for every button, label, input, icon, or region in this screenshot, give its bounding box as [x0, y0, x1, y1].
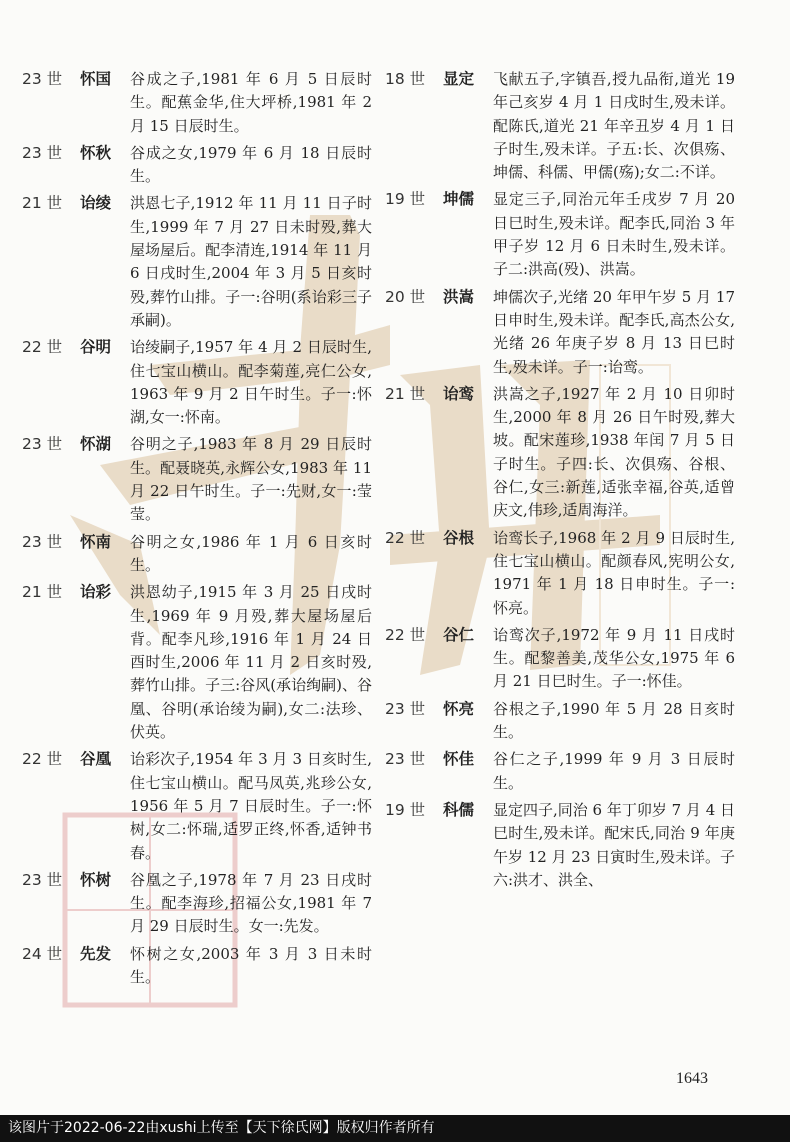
person-name: 怀秋 [80, 143, 112, 162]
person-name: 怀佳 [443, 750, 475, 769]
generation-label: 23 世 [22, 870, 63, 889]
biography-text: 诒鸾长子,1968 年 2 月 9 日辰时生,住七宝山横山。配颜春风,宪明公女,1971 年 1 月 18 日申时生。子一:怀亮。 [493, 528, 735, 617]
entry [385, 748, 735, 795]
person-name: 谷凰 [80, 750, 112, 769]
entry [22, 68, 372, 138]
person-name: 怀国 [80, 70, 112, 88]
entry [385, 698, 735, 745]
biography-text: 怀树之女,2003 年 3 月 3 日未时生。 [130, 944, 372, 986]
biography-text: 谷明之子,1983 年 8 月 29 日辰时生。配聂晓英,永辉公女,1983 年 11 月 22 日午时生。子一:先财,女一:莹莹。 [130, 435, 372, 524]
biography-text: 洪嵩之子,1927 年 2 月 10 日卯时生,2000 年 8 月 26 日午时殁,葬大坡。配宋莲珍,1938 年闰 7 月 5 日子时生。子四:长、次俱殇、谷根、谷仁,女三:新莲,适张幸福,谷英,适曾庆文,伟珍,适周海洋。 [493, 384, 735, 520]
biography-text: 坤儒次子,光绪 20 年甲午岁 5 月 17 日申时生,殁未详。配李氏,高杰公女,光绪 26 年庚子岁 8 月 13 日巳时生,殁未详。子一:诒鸾。 [493, 287, 735, 376]
generation-label: 22 世 [385, 528, 426, 547]
generation-label: 21 世 [385, 384, 426, 403]
entry [22, 336, 372, 429]
entry [22, 433, 372, 526]
entry [22, 943, 372, 990]
biography-text: 谷成之子,1981 年 6 月 5 日辰时生。配蕉金华,住大坪桥,1981 年 2 月 15 日辰时生。 [130, 70, 372, 135]
entry [22, 142, 372, 189]
entry [22, 531, 372, 578]
biography-text: 洪恩七子,1912 年 11 月 11 日子时生,1999 年 7 月 27 日未时殁,葬大屋场屋后。配李清连,1914 年 11 月 6 日戌时生,2004 年 3 月 5 日亥时殁,葬竹山排。子一:谷明(系诒彩三子承嗣)。 [130, 194, 372, 329]
generation-label: 21 世 [22, 194, 63, 213]
generation-label: 19 世 [385, 800, 426, 819]
generation-label: 22 世 [385, 625, 426, 644]
entry [22, 192, 372, 332]
person-name: 怀树 [80, 870, 112, 889]
generation-label: 19 世 [385, 190, 426, 209]
generation-label: 23 世 [22, 435, 63, 454]
person-name: 谷明 [80, 338, 112, 357]
generation-label: 18 世 [385, 70, 426, 88]
biography-text: 洪恩幼子,1915 年 3 月 25 日戌时生,1969 年 9 月殁,葬大屋场屋后背。配李凡珍,1916 年 1 月 24 日酉时生,2006 年 11 月 2 日亥时殁,葬竹山排。子三:谷风(承诒绚嗣)、谷凰、谷明(承诒绫为嗣),女二:法珍、伏英。 [130, 583, 372, 742]
person-name: 诒彩 [80, 583, 112, 602]
biography-text: 诒绫嗣子,1957 年 4 月 2 日辰时生,住七宝山横山。配李菊莲,亮仁公女,1963 年 9 月 2 日午时生。子一:怀湖,女一:怀南。 [130, 338, 372, 427]
upload-footer: 该图片于2022-06-22由xushi上传至【天下徐氏网】版权归作者所有 [0, 1115, 790, 1142]
biography-text: 显定三子,同治元年壬戌岁 7 月 20 日巳时生,殁未详。配李氏,同治 3 年甲子岁 12 月 6 日未时生,殁未详。子二:洪高(殁)、洪嵩。 [493, 190, 735, 279]
generation-label: 22 世 [22, 338, 63, 357]
generation-label: 23 世 [22, 143, 63, 162]
biography-text: 谷明之女,1986 年 1 月 6 日亥时生。 [130, 532, 372, 574]
entry [385, 527, 735, 620]
entry [22, 869, 372, 939]
right-column [385, 68, 735, 896]
biography-text: 飞献五子,字镇吾,授九品衔,道光 19 年己亥岁 4 月 1 日戌时生,殁未详。配陈氏,道光 21 年辛丑岁 4 月 1 日子时生,殁未详。子五:长、次俱殇、坤儒、科儒、甲儒(殇);女二:不详。 [493, 70, 735, 182]
generation-label: 23 世 [385, 699, 426, 718]
person-name: 坤儒 [443, 190, 475, 209]
generation-label: 23 世 [385, 750, 426, 769]
generation-label: 22 世 [22, 750, 63, 769]
person-name: 怀南 [80, 532, 112, 551]
person-name: 谷仁 [443, 625, 475, 644]
biography-text: 谷成之女,1979 年 6 月 18 日辰时生。 [130, 143, 372, 186]
person-name: 谷根 [443, 528, 475, 547]
entry [385, 799, 735, 892]
generation-label: 23 世 [22, 70, 63, 88]
entry [22, 748, 372, 864]
generation-label: 21 世 [22, 583, 63, 602]
biography-text: 诒鸾次子,1972 年 9 月 11 日戌时生。配黎善美,茂华公女,1975 年 6 月 21 日巳时生。子一:怀佳。 [493, 625, 735, 691]
person-name: 怀亮 [443, 699, 475, 718]
entry [385, 286, 735, 379]
person-name: 怀湖 [80, 435, 112, 454]
biography-text: 谷根之子,1990 年 5 月 28 日亥时生。 [493, 699, 735, 742]
entry [385, 68, 735, 184]
biography-text: 谷仁之子,1999 年 9 月 3 日辰时生。 [493, 750, 735, 792]
entry [385, 624, 735, 694]
person-name: 显定 [443, 70, 475, 88]
generation-label: 20 世 [385, 287, 426, 306]
page-number: 1643 [676, 1070, 708, 1087]
person-name: 先发 [80, 944, 112, 963]
biography-text: 显定四子,同治 6 年丁卯岁 7 月 4 日巳时生,殁未详。配宋氏,同治 9 年庚午岁 12 月 23 日寅时生,殁未详。子六:洪才、洪全、 [493, 800, 736, 889]
entry [385, 383, 735, 523]
left-column [22, 68, 372, 993]
person-name: 科儒 [443, 800, 475, 819]
entry [22, 581, 372, 744]
person-name: 诒鸾 [443, 384, 475, 403]
biography-text: 谷凰之子,1978 年 7 月 23 日戌时生。配李海珍,招福公女,1981 年 7 月 29 日辰时生。女一:先发。 [130, 870, 372, 936]
person-name: 诒绫 [80, 194, 112, 213]
biography-text: 诒彩次子,1954 年 3 月 3 日亥时生,住七宝山横山。配马凤英,兆珍公女,1956 年 5 月 7 日辰时生。子一:怀树,女二:怀瑞,适罗正终,怀香,适钟书春。 [130, 750, 372, 862]
entry [385, 188, 735, 281]
generation-label: 23 世 [22, 532, 63, 551]
person-name: 洪嵩 [443, 287, 475, 306]
generation-label: 24 世 [22, 944, 63, 963]
